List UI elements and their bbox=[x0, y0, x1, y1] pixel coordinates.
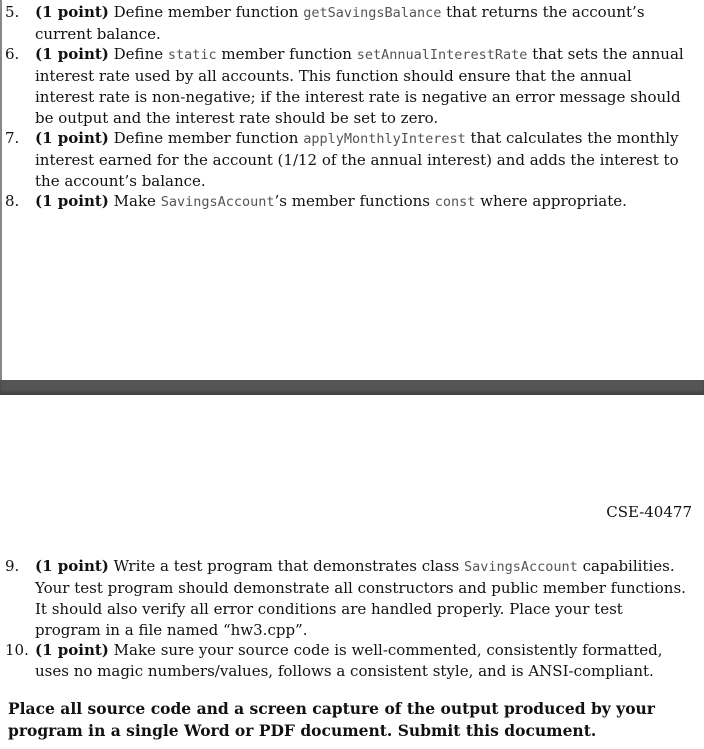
points-label: (1 point) bbox=[35, 192, 109, 210]
submission-instructions: Place all source code and a screen capture of the output produced by your program in a single Word or PDF document. Submit this document. bbox=[8, 699, 655, 740]
item-number: 7. bbox=[5, 129, 20, 147]
list-item bbox=[0, 2, 690, 45]
list-item bbox=[0, 128, 690, 192]
item-text: (1 point) Define member function getSavingsBalance that returns the account’s current balance. bbox=[35, 3, 645, 43]
item-text: (1 point) Make sure your source code is well-commented, consistently formatted, uses no magic numbers/values, follows a consistent style, and is ANSI-compliant. bbox=[35, 641, 663, 680]
page-break-divider bbox=[0, 380, 704, 395]
list-item bbox=[0, 44, 690, 129]
list-item bbox=[0, 191, 690, 213]
item-number: 6. bbox=[5, 45, 20, 63]
course-header: CSE-40477 bbox=[606, 503, 692, 521]
item-text: (1 point) Write a test program that demonstrates class SavingsAccount capabilities. Your test program should demonstrate all constructors and public member functions. It should also verify all error conditions are handled properly. Place your test program in a file named “hw3.cpp”. bbox=[35, 557, 686, 639]
code-identifier: const bbox=[434, 194, 476, 210]
code-identifier: applyMonthlyInterest bbox=[303, 131, 466, 147]
points-label: (1 point) bbox=[35, 557, 109, 575]
points-label: (1 point) bbox=[35, 129, 109, 147]
code-identifier: SavingsAccount bbox=[464, 559, 578, 575]
points-label: (1 point) bbox=[35, 641, 109, 659]
points-label: (1 point) bbox=[35, 45, 109, 63]
item-number: 5. bbox=[5, 3, 20, 21]
item-text: (1 point) Define member function applyMonthlyInterest that calculates the monthly interest earned for the account (1/12 of the annual interest) and adds the interest to the account’s balance. bbox=[35, 129, 679, 190]
item-number: 10. bbox=[5, 641, 29, 659]
item-text: (1 point) Define static member function setAnnualInterestRate that sets the annual interest rate used by all accounts. This function should ensure that the annual interest rate is non-negative; if the interest rate is negative an error message should be output and the interest rate should be set to zero. bbox=[35, 45, 684, 127]
code-identifier: static bbox=[167, 47, 217, 63]
list-item bbox=[0, 556, 690, 641]
points-label: (1 point) bbox=[35, 3, 109, 21]
code-identifier: setAnnualInterestRate bbox=[356, 47, 528, 63]
item-text: (1 point) Make SavingsAccount’s member functions const where appropriate. bbox=[35, 192, 627, 210]
code-identifier: getSavingsBalance bbox=[303, 5, 442, 21]
item-number: 9. bbox=[5, 557, 20, 575]
code-identifier: SavingsAccount bbox=[160, 194, 275, 210]
item-number: 8. bbox=[5, 192, 20, 210]
list-item bbox=[0, 640, 690, 682]
